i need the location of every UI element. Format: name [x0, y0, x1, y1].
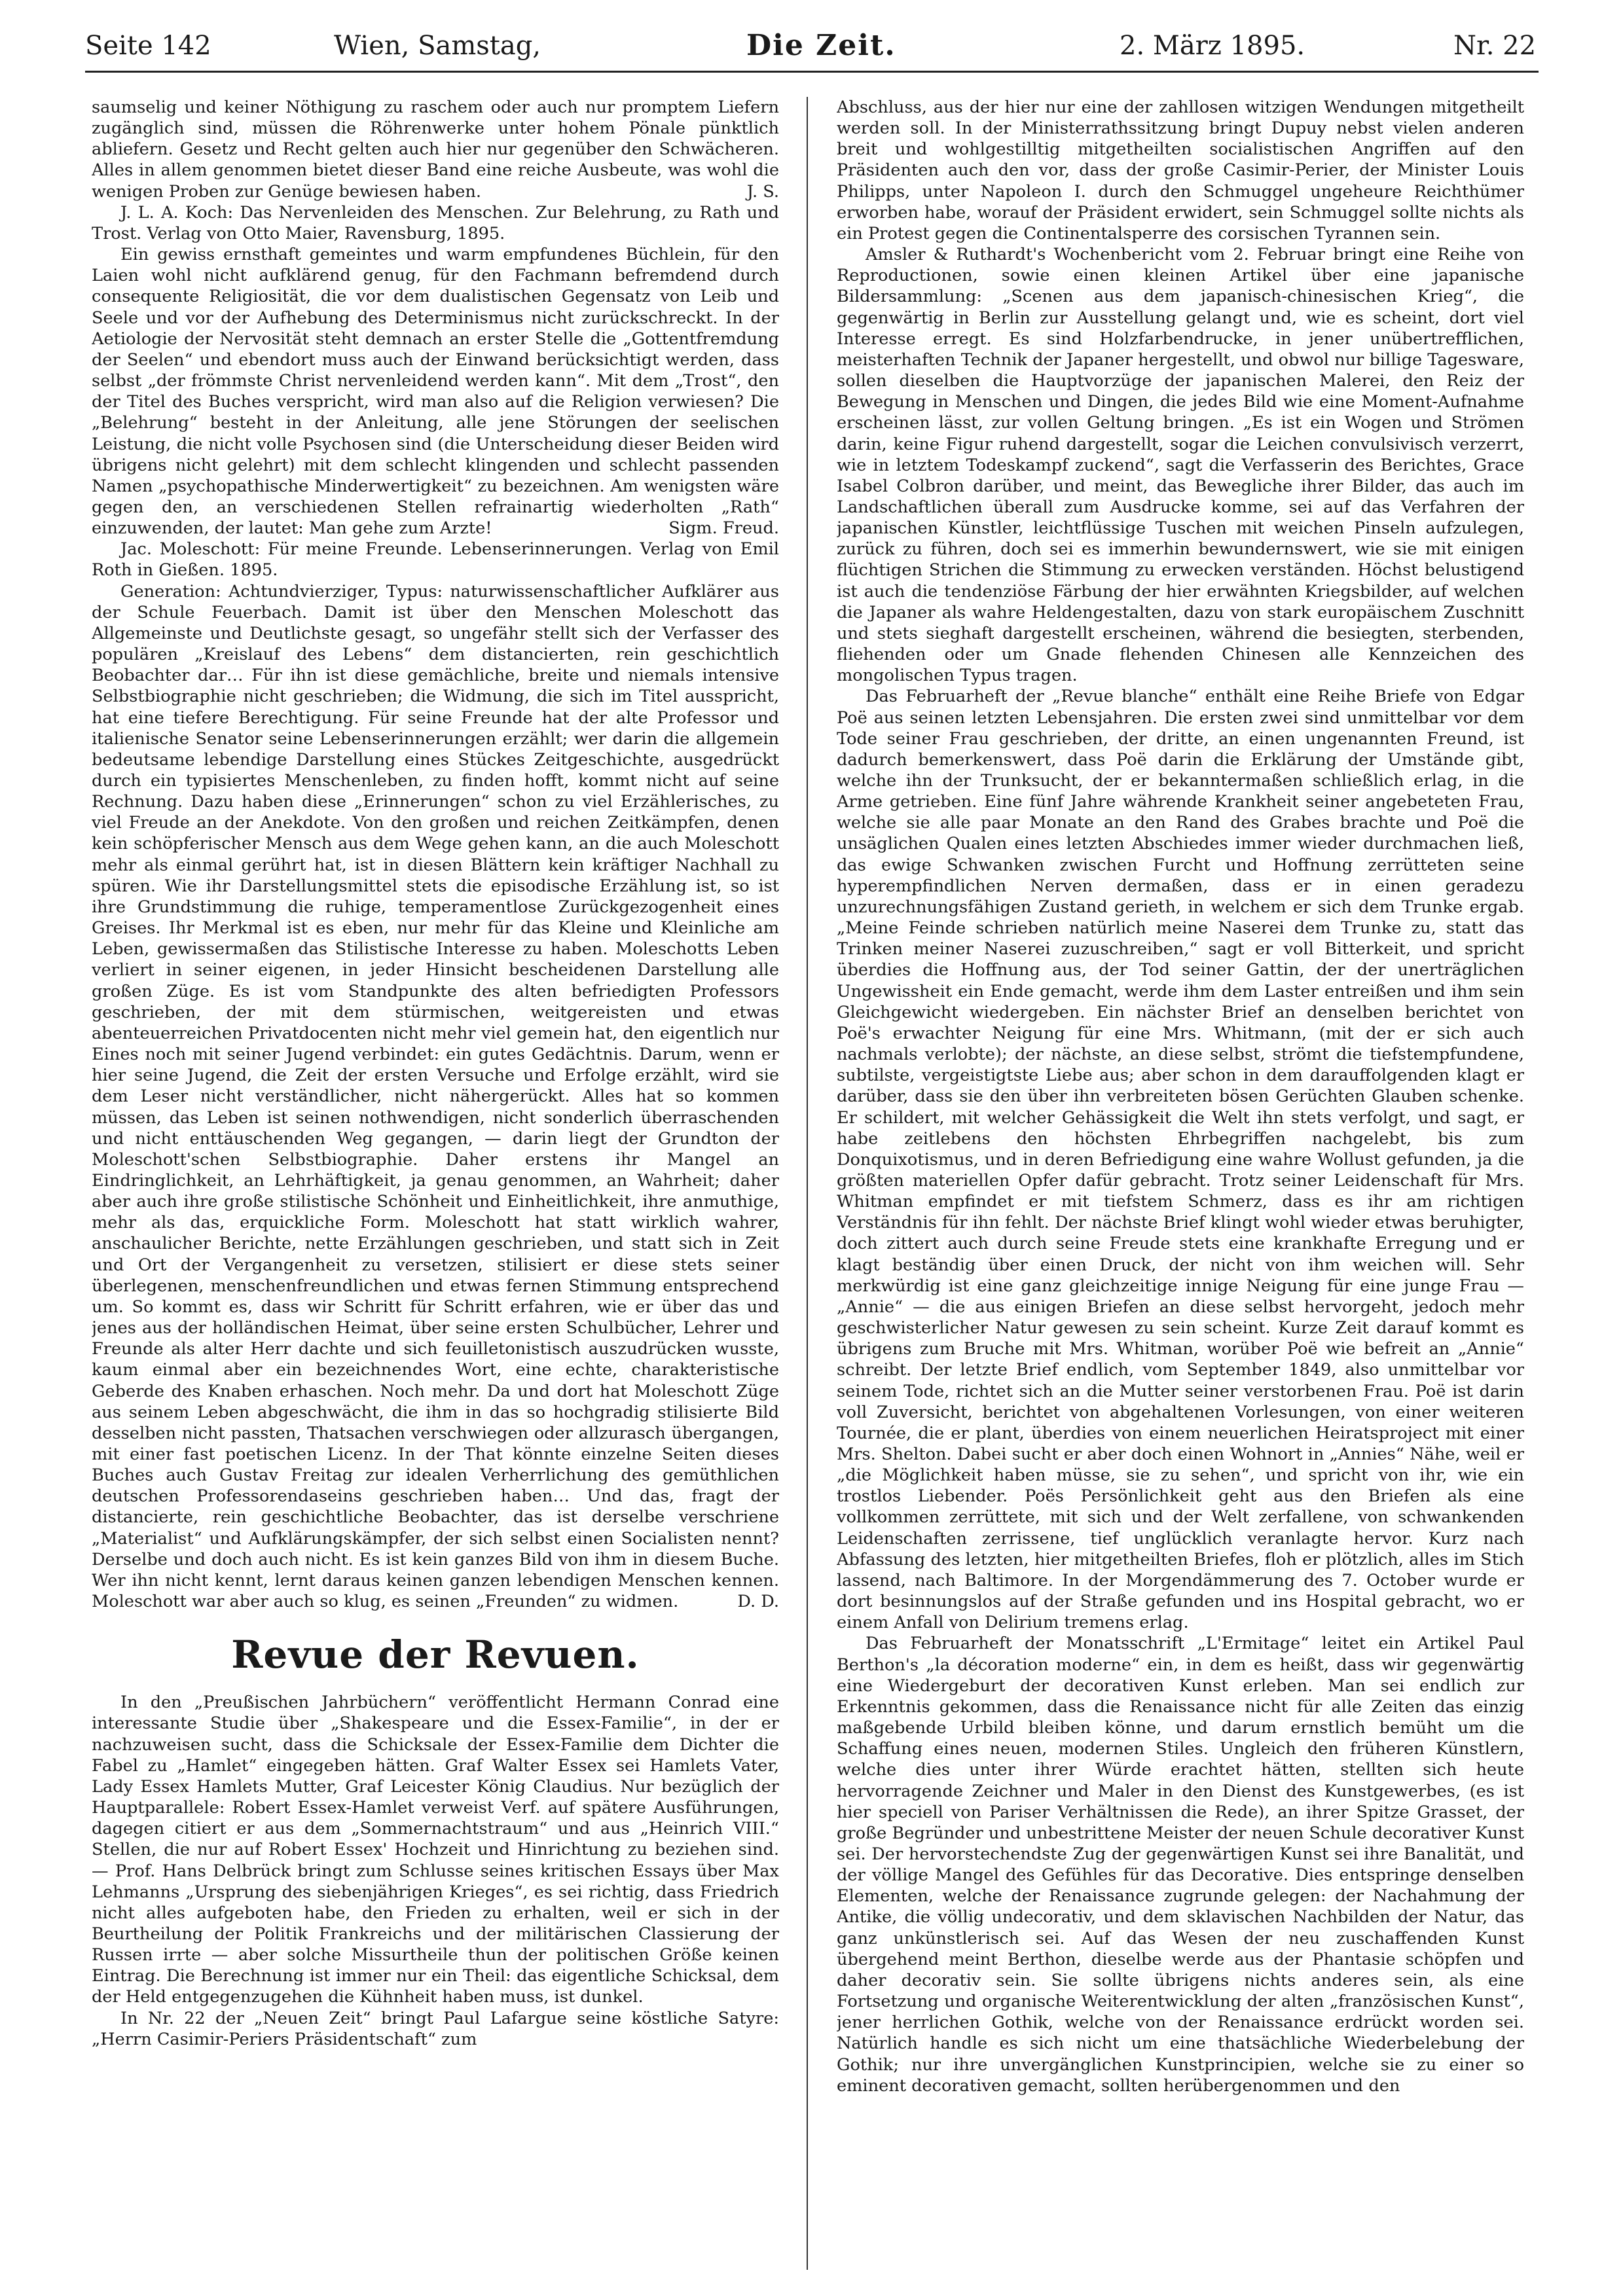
article-paragraph: Abschluss, aus der hier nur eine der zahllosen witzigen Wendungen mitgetheilt werden soll. In der Ministerrathssitzung bringt Dupuy nebst vielen anderen breit und wohlgestilltig mitgetheilten socialistischen Angriffen auf den Präsidenten auch den vor, dass der große Casimir-Perier, der Minister Louis Philipps, unter Napoleon I. durch den Schmuggel ungeheure Reichthümer erworben habe, worauf der Präsident erwidert, sein Schmuggel sollte nichts als ein Protest gegen die Continentalsperre des corsischen Tyrannen sein. — [837, 98, 1524, 243]
article-paragraph: In den „Preußischen Jahrbüchern“ veröffentlicht Hermann Conrad eine interessante Studie über „Shakespeare und die Essex-Familie“, in der er nachzuweisen sucht, dass die Schicksale der Essex-Familie dem Dichter die Fabel zu „Hamlet“ eingegeben hätten. Graf Walter Essex sei Hamlets Vater, Lady Essex Hamlets Mutter, Graf Leicester König Claudius. Nur bezüglich der Hauptparallele: Robert Essex-Hamlet verweist Verf. auf spätere Ausführungen, dagegen citiert er aus dem „Sommernachtstraum“ und aus „Heinrich VIII.“ Stellen, die nur auf Robert Essex' Hochzeit und Hinrichtung zu beziehen sind. — Prof. Hans Delbrück bringt zum Schlusse seines kritischen Essays über Max Lehmanns „Ursprung des siebenjährigen Krieges“, es sei richtig, dass Friedrich nicht alles aufgeboten habe, den Frieden zu erhalten, weil er sich in der Beurtheilung der Politik Frankreichs und der militärischen Classierung der Russen irrte — aber solche Missurtheile thun der politischen Größe keinen Eintrag. Die Berechnung ist immer nur ein Theil: das eigentliche Schicksal, dem der Held entgegenzugehen die Kühnheit haben muss, ist dunkel. — [92, 1693, 779, 2007]
book-reference: J. L. A. Koch: Das Nervenleiden des Menschen. Zur Belehrung, zu Rath und Trost. Verlag von Otto Maier, Ravensburg, 1895. — [92, 202, 779, 243]
page-header — [85, 25, 1539, 73]
review-signature: J. S. — [746, 181, 779, 202]
newspaper-title: Die Zeit. — [746, 29, 896, 62]
review-signature: D. D. — [737, 1592, 779, 1612]
review-text: saumselig und keiner Nöthigung zu raschem oder auch nur promptem Liefern zugänglich sind, müssen die Röhrenwerke unter hohem Pönale pünktlich abliefern. Gesetz und Recht gelten auch hier nur gegenüber den Schwächeren. Alles in allem genommen bietet dieser Band eine reiche Ausbeute, was wohl die wenigen Proben zur Genüge bewiesen haben. J. S. — [92, 98, 779, 202]
article-paragraph: Amsler & Ruthardt's Wochenbericht vom 2. Februar bringt eine Reihe von Reproductionen, sowie einen kleinen Artikel über eine japanische Bildersammlung: „Scenen aus dem japanisch-chinesischen Krieg“, die gegenwärtig in Berlin zur Ausstellung gelangt und, wie es scheint, dort viel Interesse erregt. Es sind Holzfarbendrucke, in jener unübertrefflichen, meisterhaften Technik der Japaner hergestellt, und obwol nur billige Tagesware, sollen dieselben die Hauptvorzüge der japanischen Malerei, den Reiz der Bewegung in Menschen und Dingen, die jedes Bild wie eine Moment-Aufnahme erscheinen lässt, zur vollen Geltung bringen. „Es ist ein Wogen und Strömen darin, keine Figur ruhend dargestellt, sogar die Leichen convulsivisch verzerrt, wie in letztem Todeskampf zuckend“, sagt die Verfasserin des Berichtes, Grace Isabel Colbron darüber, und meint, das Bewegliche ihrer Bilder, das auch im Landschaftlichen überall zum Ausdrucke komme, sei auf das Verfahren der japanischen Künstler, leichtflüssige Tuschen mit weichen Pinseln aufzulegen, zurück zu führen, doch sei es immerhin bewundernswert, wie sie mit einigen flüchtigen Strichen die Stimmung zu erwecken verständen. Höchst belustigend ist auch die tendenziöse Färbung der hier erwähnten Kriegsbilder, auf welchen die Japaner als wahre Heldengestalten, dazu von stark europäischem Zuschnitt und stets sieghaft dargestellt erscheinen, während die besiegten, sterbenden, fliehenden oder um Gnade flehenden Chinesen alle Kennzeichen des mongolischen Typus tragen. — [837, 245, 1524, 686]
review-text: Generation: Achtundvierziger, Typus: naturwissenschaftlicher Aufklärer aus der Schule Feuerbach. Damit ist über den Menschen Moleschott das Allgemeinste und Deutlichste gesagt, so ungefähr stellt sich der Verfasser des populären „Kreislauf des Lebens“ dem distancierten, rein geschichtlich Beobachter dar… Für ihn ist diese gemächliche, breite und niemals intensive Selbstbiographie nicht geschrieben; die Widmung, die sich im Titel ausspricht, hat eine tiefere Berechtigung. Für seine Freunde hat der alte Professor und italienische Senator seine Lebenserinnerungen erzählt; wer darin die allgemein bedeutsame lebendige Darstellung eines Stückes Zeitgeschichte, ausgedrückt durch ein typisiertes Menschenleben, zu finden hofft, kommt nicht auf seine Rechnung. Dazu haben diese „Erinnerungen“ schon zu viel Erzählerisches, zu viel Freude an der Anekdote. Von den großen und reichen Zeitkämpfen, denen kein schöpferischer Mensch aus dem Wege gehen kann, an die auch Moleschott mehr als einmal gerührt hat, ist in diesen Blättern kein kräftiger Nachhall zu spüren. Wie ihr Darstellungsmittel stets die episodische Erzählung ist, so ist ihre Grundstimmung die ruhige, temperamentlose Zurückgezogenheit eines Greises. Ihr Merkmal ist es eben, nur mehr für das Kleine und Kleinliche am Leben, gewissermaßen das Stilistische Interesse zu haben. Moleschotts Leben verliert in seiner eigenen, in jeder Hinsicht bescheidenen Darstellung alle großen Züge. Es ist vom Standpunkte des alten befriedigten Professors geschrieben, der mit dem stürmischen, weitgereisten und etwas abenteuerreichen Privatdocenten nicht mehr viel gemein hat, den eigentlich nur Eines noch mit seiner Jugend verbindet: ein gutes Gedächtnis. Darum, wenn er hier seine Jugend, die Zeit der ersten Versuche und Erfolge erzählt, wird sie dem Leser nicht verständlicher, nicht nähergerückt. Alles hat so kommen müssen, das Leben ist seinen nothwendigen, nicht sonderlich überraschenden und nicht enttäuschenden Weg gegangen, — darin liegt der Grundton der Moleschott'schen Selbstbiographie. Daher erstens ihr Mangel an Eindringlichkeit, an Lehrhäftigkeit, ja genau genommen, an Wahrheit; daher aber auch ihre große stilistische Schönheit und Einheitlichkeit, ihre anmuthige, mehr als das, erquickliche Form. Moleschott hat statt wirklich wahrer, anschaulicher Berichte, nette Erzählungen geschrieben, und statt sich in Zeit und Ort der Vergangenheit zu versetzen, stilisiert er diese stets seiner überlegenen, menschenfreundlichen und etwas fernen Stimmung entsprechend um. So kommt es, dass wir Schritt für Schritt erfahren, wie er über das und jenes aus der holländischen Heimat, über seine ersten Schulbücher, Lehrer und Freunde als alter Herr dachte und sich feuilletonistisch auszudrücken wusste, kaum einmal aber ein bezeichnendes Wort, eine echte, charakteristische Geberde des Knaben erhaschen. Noch mehr. Da und dort hat Moleschott Züge aus seinem Leben abgeschwächt, die ihm in das so hochgradig stilisierte Bild desselben nicht passten, Thatsachen verschwiegen oder allzurasch übergangen, mit einer fast poetischen Licenz. In der That könnte einzelne Seiten dieses Buches auch Gustav Freitag zur idealen Verherrlichung des gemüthlichen deutschen Professorendaseins geschrieben haben… Und das, fragt der distancierte, rein geschichtliche Beobachter, das ist derselbe verschriene „Materialist“ und Aufklärungskämpfer, der sich selbst einen Socialisten nennt? Derselbe und doch auch nicht. Es ist kein ganzes Bild von ihm in diesem Buche. Wer ihn nicht kennt, lernt daraus keinen ganzen lebendigen Menschen kennen. Moleschott war aber auch so klug, es seinen „Freunden“ zu widmen. D. D. — [92, 581, 779, 1612]
issue-date: 2. März 1895. — [1120, 31, 1305, 61]
review-signature: Sigm. Freud. — [668, 518, 779, 539]
page-number: Seite 142 — [85, 31, 211, 61]
right-column — [837, 97, 1524, 2270]
article-paragraph: Das Februarheft der Monatsschrift „L'Ermitage“ leitet ein Artikel Paul Berthon's „la décoration moderne“ ein, in dem es heißt, dass wir gegenwärtig eine Wiedergeburt der decorativen Kunst erleben. Man sei endlich zur Erkenntnis gekommen, dass die Renaissance nicht für alle Zeiten das einzig maßgebende Urbild bleiben könne, und darum ernstlich bemüht um die Schaffung eines neuen, modernen Stiles. Ungleich den früheren Künstlern, welche dies unter ihrer Würde erachtet hätten, stellten sich heute hervorragende Zeichner und Maler in den Dienst des Kunstgewerbes, (es ist hier speciell von Pariser Verhältnissen die Rede), an ihrer Spitze Grasset, der große Begründer und unbestrittene Meister der neuen Schule decorativer Kunst sei. Der hervorstechendste Zug der gegenwärtigen Kunst sei ihre Banalität, und der völlige Mangel des Gefühles für das Decorative. Dies entspringe denselben Elementen, welche der Renaissance zugrunde gelegen: der Nachahmung der Antike, die völlig undecorativ, und dem sklavischen Nachbilden der Natur, das ganz unkünstlerisch sei. Auf das Wesen der neu zuschaffenden Kunst übergehend meint Berthon, dieselbe werde aus der Phantasie schöpfen und daher decorativ sein. Sie sollte übrigens nichts anderes sein, als eine Fortsetzung und organische Weiterentwicklung der alten „französischen Kunst“, jener herrlichen Gothik, welche von der Renaissance erdrückt worden sei. Natürlich handle es sich nicht um eine thatsächliche Wiederbelebung der Gothik; nur ihre unvergänglichen Kunstprincipien, welche sie zu einer so eminent decorativen gemacht, sollten herübergenommen und den — [837, 1634, 1524, 2096]
article-paragraph: In Nr. 22 der „Neuen Zeit“ bringt Paul Lafargue seine köstliche Satyre: „Herrn Casimir-Periers Präsidentschaft“ zum — [92, 2008, 779, 2049]
left-column — [92, 97, 779, 2270]
column-divider — [807, 97, 808, 2270]
book-reference: Jac. Moleschott: Für meine Freunde. Lebenserinnerungen. Verlag von Emil Roth in Gießen. 1895. — [92, 539, 779, 581]
section-heading: Revue der Revuen. — [231, 1632, 640, 1677]
issue-number: Nr. 22 — [1453, 31, 1537, 61]
place-and-day: Wien, Samstag, — [334, 31, 541, 61]
article-paragraph: Das Februarheft der „Revue blanche“ enthält eine Reihe Briefe von Edgar Poë aus seinen letzten Lebensjahren. Die ersten zwei sind unmittelbar vor dem Tode seiner Frau geschrieben, der dritte, an einen ungenannten Freund, ist dadurch bemerkenswert, dass Poë darin die Erklärung der Umstände gibt, welche ihn der Trunksucht, der er bekanntermaßen schließlich erlag, in die Arme getrieben. Eine fünf Jahre währende Krankheit seiner angebeteten Frau, welche sie alle paar Monate an den Rand des Grabes brachte und Poë die unsäglichen Qualen eines letzten Abschiedes immer wieder durchmachen ließ, das ewige Schwanken zwischen Furcht und Hoffnung zerrütteten seine hyperempfindlichen Nerven dermaßen, dass er in einen geradezu unzurechnungsfähigen Zustand gerieth, in welchem er sich dem Trunke ergab. „Meine Feinde schrieben natürlich meine Naserei dem Trunke zu, statt das Trinken meiner Naserei zuzuschreiben,“ sagt er voll Bitterkeit, und spricht überdies die Hoffnung aus, der Tod seiner Gattin, der der unerträglichen Ungewissheit ein Ende gemacht, werde ihm dem Laster entreißen und ihm sein Gleichgewicht wiedergeben. Ein nächster Brief an denselben berichtet von Poë's erwachter Neigung für eine Mrs. Whitmann, (mit der er sich auch nachmals verlobte); der nächste, an diese selbst, strömt die tiefstempfundene, subtilste, vergeistigtste Liebe aus; aber schon in dem darauffolgenden klagt er darüber, dass sie den über ihn verbreiteten bösen Gerüchten Glauben schenke. Er schildert, mit welcher Gehässigkeit die Welt ihn stets verfolgt, und sagt, er habe zeitlebens den höchsten Ehrbegriffen nachgelebt, bis zum Donquixotismus, und in deren Befriedigung eine wahre Wollust gefunden, ja die größten materiellen Opfer dafür gebracht. Trotz seiner Leidenschaft für Mrs. Whitman empfindet er mit tiefstem Schmerz, dass es ihr am richtigen Verständnis für ihn fehlt. Der nächste Brief klingt wohl wieder etwas beruhigter, doch zittert auch durch seine Freude stets eine krankhafte Erregung und er klagt beständig über einen Druck, der nicht von ihm weichen will. Sehr merkwürdig ist eine ganz gleichzeitige innige Neigung für eine junge Frau — „Annie“ — die aus einigen Briefen an diese selbst hervorgeht, jedoch mehr geschwisterlicher Natur gewesen zu sein scheint. Kurze Zeit darauf kommt es übrigens zum Bruche mit Mrs. Whitman, worüber Poë wie befreit an „Annie“ schreibt. Der letzte Brief endlich, vom September 1849, also unmittelbar vor seinem Tode, richtet sich an die Mutter seiner verstorbenen Frau. Poë ist darin voll Zuversicht, berichtet von abgehaltenen Vorlesungen, von einer weiteren Tournée, die er plant, überdies von einem neuerlichen Heiratsproject mit einer Mrs. Shelton. Dabei sucht er aber doch einen Wohnort in „Annies“ Nähe, weil er „die Möglichkeit haben müsse, sie zu sehen“, und spricht von ihr, wie ein trostlos Liebender. Poës Persönlichkeit geht aus den Briefen als eine vollkommen zerrüttete, mit sich und der Welt zerfallene, von schwankenden Leidenschaften zerrissene, tief unglücklich veranlagte hervor. Kurz nach Abfassung des letzten, hier mitgetheilten Briefes, floh er plötzlich, alles im Stich lassend, nach Baltimore. In der Morgendämmerung des 7. October wurde er dort besinnungslos auf der Straße gefunden und ins Hospital gebracht, wo er einem Anfall von Delirium tremens erlag. — [837, 687, 1524, 1633]
review-text: Ein gewiss ernsthaft gemeintes und warm empfundenes Büchlein, für den Laien wohl nicht aufklärend genug, für den Fachmann befremdend durch consequente Religiosität, die vor dem dualistischen Gegensatz von Leib und Seele und vor der Aufhebung des Determinismus nicht zurückschreckt. In der Aetiologie der Nervosität steht demnach an erster Stelle die „Gottentfremdung der Seelen“ und ebendort muss auch der Einwand berücksichtigt werden, dass selbst „der frömmste Christ nervenleidend werden kann“. Mit dem „Trost“, den der Titel des Buches verspricht, wird man also auf die Religion verwiesen? Die „Belehrung“ besteht in der Anleitung, alle jene Störungen der seelischen Leistung, die nicht volle Psychosen sind (die Unterscheidung dieser Beiden wird übrigens nicht gelehrt) mit dem schlecht klingenden und schlecht passenden Namen „psychopathische Minderwertigkeit“ zu bezeichnen. Am wenigsten wäre gegen den, an verschiedenen Stellen refrainartig wiederholten „Rath“ einzuwenden, der lautet: Man gehe zum Arzte! Sigm. Freud. — [92, 245, 779, 539]
